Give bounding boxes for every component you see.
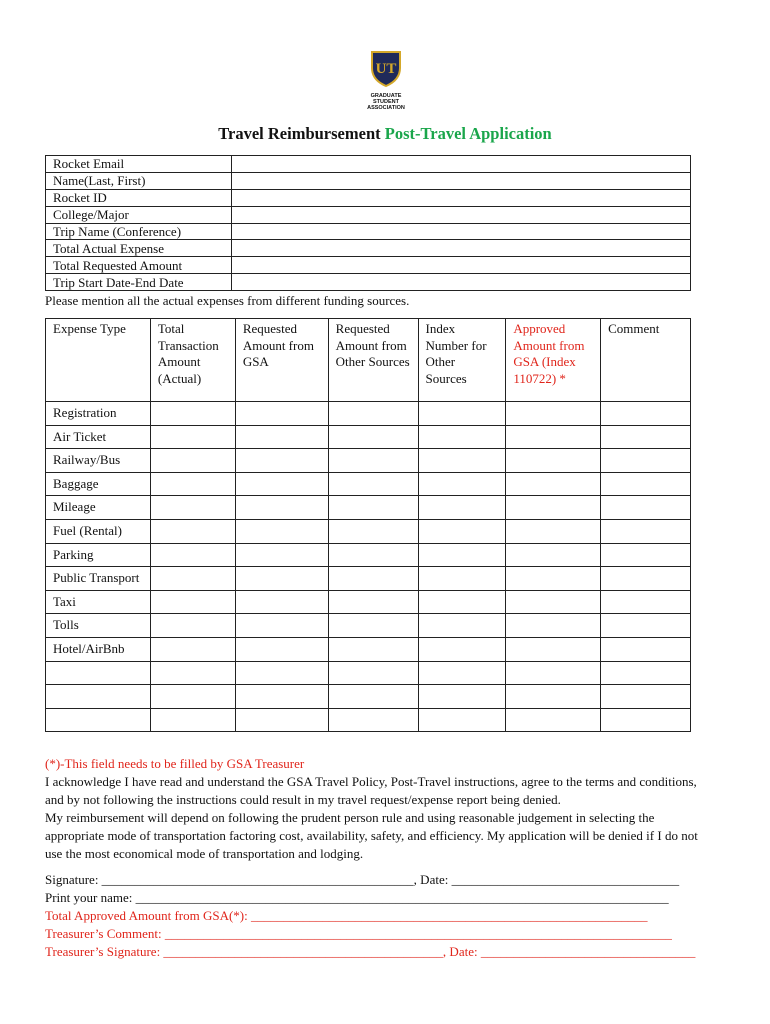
info-value-field[interactable] bbox=[232, 274, 691, 291]
acknowledge-text: I acknowledge I have read and understand the GSA Travel Policy, Post-Travel instructions, agree to the terms and conditions, and by not following the instructions could result in my travel request/expense report being denied. bbox=[45, 774, 697, 807]
expense-type-cell: Tolls bbox=[46, 614, 151, 638]
expense-entry-cell[interactable] bbox=[418, 402, 506, 426]
expense-type-cell: Parking bbox=[46, 543, 151, 567]
expense-entry-cell[interactable] bbox=[328, 708, 418, 732]
expense-entry-cell[interactable] bbox=[235, 449, 328, 473]
expense-entry-cell[interactable] bbox=[418, 496, 506, 520]
column-header: Comment bbox=[601, 319, 691, 402]
expense-entry-cell[interactable] bbox=[601, 567, 691, 591]
expense-row bbox=[46, 637, 691, 661]
expense-entry-cell[interactable] bbox=[150, 425, 235, 449]
approved-amount-line[interactable]: Total Approved Amount from GSA(*): _____________________________________________________________ bbox=[45, 908, 648, 923]
expense-entry-cell[interactable] bbox=[601, 425, 691, 449]
info-value-field[interactable] bbox=[232, 189, 691, 206]
expense-entry-cell[interactable] bbox=[418, 449, 506, 473]
expense-entry-cell[interactable] bbox=[418, 685, 506, 709]
expense-entry-cell[interactable] bbox=[506, 402, 601, 426]
expense-row bbox=[46, 496, 691, 520]
logo-line-1: GRADUATE STUDENT bbox=[370, 93, 402, 105]
expense-entry-cell[interactable] bbox=[418, 661, 506, 685]
info-value-field[interactable] bbox=[232, 206, 691, 223]
expense-entry-cell[interactable] bbox=[601, 402, 691, 426]
expense-row bbox=[46, 519, 691, 543]
expense-header-row bbox=[46, 319, 691, 402]
expense-entry-cell[interactable] bbox=[506, 472, 601, 496]
expense-entry-cell[interactable] bbox=[235, 614, 328, 638]
expense-entry-cell[interactable] bbox=[235, 590, 328, 614]
expense-entry-cell[interactable] bbox=[235, 661, 328, 685]
logo-line-2: ASSOCIATION bbox=[367, 105, 405, 111]
expense-entry-cell[interactable] bbox=[150, 637, 235, 661]
expense-entry-cell[interactable] bbox=[328, 590, 418, 614]
column-header: Requested Amount from Other Sources bbox=[328, 319, 418, 402]
expense-entry-cell[interactable] bbox=[328, 543, 418, 567]
expense-entry-cell[interactable] bbox=[601, 590, 691, 614]
expense-entry-cell[interactable] bbox=[506, 496, 601, 520]
column-header: Total Transaction Amount (Actual) bbox=[150, 319, 235, 402]
expense-entry-cell[interactable] bbox=[235, 402, 328, 426]
info-label: Rocket ID bbox=[46, 189, 232, 206]
expense-entry-cell[interactable] bbox=[506, 543, 601, 567]
expense-entry-cell[interactable] bbox=[418, 637, 506, 661]
info-label: Trip Start Date-End Date bbox=[46, 274, 232, 291]
column-header: Index Number for Other Sources bbox=[418, 319, 506, 402]
treasurer-signature-line[interactable]: Treasurer’s Signature: ___________________________________________, Date: _________________________________ bbox=[45, 944, 696, 959]
expense-row bbox=[46, 567, 691, 591]
expense-entry-cell[interactable] bbox=[150, 614, 235, 638]
expense-entry-cell[interactable] bbox=[506, 590, 601, 614]
funding-note: Please mention all the actual expenses from different funding sources. bbox=[45, 293, 410, 308]
svg-text:UT: UT bbox=[375, 61, 397, 77]
info-row bbox=[46, 223, 691, 240]
expense-row bbox=[46, 685, 691, 709]
info-label: Total Requested Amount bbox=[46, 257, 232, 274]
info-row bbox=[46, 172, 691, 189]
expense-entry-cell[interactable] bbox=[601, 661, 691, 685]
expense-row bbox=[46, 472, 691, 496]
expense-entry-cell[interactable] bbox=[235, 567, 328, 591]
expense-entry-cell[interactable] bbox=[150, 472, 235, 496]
expense-row bbox=[46, 590, 691, 614]
expense-entry-cell[interactable] bbox=[506, 425, 601, 449]
expense-type-cell: Registration bbox=[46, 402, 151, 426]
column-header: Approved Amount from GSA (Index 110722) * bbox=[506, 319, 601, 402]
treasurer-comment-line[interactable]: Treasurer’s Comment: ______________________________________________________________________________ bbox=[45, 926, 672, 941]
info-value-field[interactable] bbox=[232, 223, 691, 240]
expense-entry-cell[interactable] bbox=[328, 661, 418, 685]
info-row bbox=[46, 156, 691, 173]
reimbursement-text: My reimbursement will depend on following the prudent person rule and using reasonable judgement in selecting the appropriate mode of transportation factoring cost, availability, safety, and efficiency. My application will be denied if I do not use the most economical mode of transportation and lodging. bbox=[45, 810, 698, 861]
expense-entry-cell[interactable] bbox=[328, 685, 418, 709]
expense-entry-cell[interactable] bbox=[235, 519, 328, 543]
expense-entry-cell[interactable] bbox=[601, 708, 691, 732]
expense-entry-cell[interactable] bbox=[235, 637, 328, 661]
expense-entry-cell[interactable] bbox=[601, 614, 691, 638]
shield-icon bbox=[366, 48, 406, 88]
expense-type-cell: Hotel/AirBnb bbox=[46, 637, 151, 661]
applicant-info-table bbox=[45, 155, 691, 291]
expense-entry-cell[interactable] bbox=[235, 685, 328, 709]
expense-type-cell: Mileage bbox=[46, 496, 151, 520]
expense-type-cell: Railway/Bus bbox=[46, 449, 151, 473]
expense-type-cell bbox=[46, 661, 151, 685]
expense-entry-cell[interactable] bbox=[235, 472, 328, 496]
expense-entry-cell[interactable] bbox=[150, 685, 235, 709]
expense-entry-cell[interactable] bbox=[328, 402, 418, 426]
expense-row bbox=[46, 402, 691, 426]
info-row bbox=[46, 240, 691, 257]
info-value-field[interactable] bbox=[232, 240, 691, 257]
expense-entry-cell[interactable] bbox=[328, 496, 418, 520]
expense-entry-cell[interactable] bbox=[418, 425, 506, 449]
expense-entry-cell[interactable] bbox=[601, 519, 691, 543]
info-label: Total Actual Expense bbox=[46, 240, 232, 257]
expense-row bbox=[46, 661, 691, 685]
info-row bbox=[46, 206, 691, 223]
expense-entry-cell[interactable] bbox=[506, 567, 601, 591]
expense-entry-cell[interactable] bbox=[150, 449, 235, 473]
expense-table bbox=[45, 318, 691, 732]
expense-entry-cell[interactable] bbox=[150, 708, 235, 732]
expense-entry-cell[interactable] bbox=[328, 567, 418, 591]
title-accent: Post-Travel Application bbox=[384, 124, 552, 143]
expense-entry-cell[interactable] bbox=[328, 425, 418, 449]
expense-entry-cell[interactable] bbox=[418, 614, 506, 638]
expense-entry-cell[interactable] bbox=[418, 567, 506, 591]
expense-type-cell: Public Transport bbox=[46, 567, 151, 591]
info-label: College/Major bbox=[46, 206, 232, 223]
info-label: Rocket Email bbox=[46, 156, 232, 173]
expense-type-cell: Air Ticket bbox=[46, 425, 151, 449]
info-row bbox=[46, 189, 691, 206]
expense-entry-cell[interactable] bbox=[328, 637, 418, 661]
expense-entry-cell[interactable] bbox=[328, 449, 418, 473]
expense-row bbox=[46, 708, 691, 732]
expense-entry-cell[interactable] bbox=[506, 685, 601, 709]
expense-entry-cell[interactable] bbox=[150, 661, 235, 685]
expense-type-cell: Taxi bbox=[46, 590, 151, 614]
expense-entry-cell[interactable] bbox=[418, 590, 506, 614]
expense-entry-cell[interactable] bbox=[150, 567, 235, 591]
info-value-field[interactable] bbox=[232, 156, 691, 173]
expense-type-cell: Fuel (Rental) bbox=[46, 519, 151, 543]
column-header: Expense Type bbox=[46, 319, 151, 402]
expense-entry-cell[interactable] bbox=[328, 472, 418, 496]
title-main: Travel Reimbursement bbox=[218, 124, 385, 143]
info-value-field[interactable] bbox=[232, 257, 691, 274]
column-header: Requested Amount from GSA bbox=[235, 319, 328, 402]
expense-entry-cell[interactable] bbox=[601, 496, 691, 520]
expense-row bbox=[46, 425, 691, 449]
expense-entry-cell[interactable] bbox=[506, 637, 601, 661]
expense-entry-cell[interactable] bbox=[506, 708, 601, 732]
expense-entry-cell[interactable] bbox=[150, 590, 235, 614]
expense-row bbox=[46, 449, 691, 473]
info-row bbox=[46, 274, 691, 291]
expense-entry-cell[interactable] bbox=[328, 519, 418, 543]
expense-row bbox=[46, 614, 691, 638]
expense-entry-cell[interactable] bbox=[150, 496, 235, 520]
expense-entry-cell[interactable] bbox=[235, 425, 328, 449]
expense-entry-cell[interactable] bbox=[506, 449, 601, 473]
expense-entry-cell[interactable] bbox=[418, 543, 506, 567]
expense-type-cell bbox=[46, 708, 151, 732]
expense-entry-cell[interactable] bbox=[601, 637, 691, 661]
expense-entry-cell[interactable] bbox=[328, 614, 418, 638]
expense-entry-cell[interactable] bbox=[235, 496, 328, 520]
info-label: Name(Last, First) bbox=[46, 172, 232, 189]
info-value-field[interactable] bbox=[232, 172, 691, 189]
expense-type-cell: Baggage bbox=[46, 472, 151, 496]
expense-entry-cell[interactable] bbox=[150, 543, 235, 567]
expense-entry-cell[interactable] bbox=[235, 708, 328, 732]
expense-entry-cell[interactable] bbox=[418, 708, 506, 732]
page-title bbox=[0, 124, 770, 144]
expense-entry-cell[interactable] bbox=[601, 543, 691, 567]
expense-type-cell bbox=[46, 685, 151, 709]
expense-entry-cell[interactable] bbox=[418, 519, 506, 543]
expense-entry-cell[interactable] bbox=[506, 519, 601, 543]
expense-entry-cell[interactable] bbox=[150, 402, 235, 426]
expense-entry-cell[interactable] bbox=[506, 614, 601, 638]
expense-row bbox=[46, 543, 691, 567]
info-row bbox=[46, 257, 691, 274]
treasurer-note: (*)-This field needs to be filled by GSA Treasurer bbox=[45, 756, 305, 771]
expense-entry-cell[interactable] bbox=[418, 472, 506, 496]
info-label: Trip Name (Conference) bbox=[46, 223, 232, 240]
expense-entry-cell[interactable] bbox=[601, 449, 691, 473]
expense-entry-cell[interactable] bbox=[601, 685, 691, 709]
expense-entry-cell[interactable] bbox=[235, 543, 328, 567]
expense-entry-cell[interactable] bbox=[601, 472, 691, 496]
gsa-logo bbox=[360, 48, 412, 111]
expense-entry-cell[interactable] bbox=[506, 661, 601, 685]
expense-entry-cell[interactable] bbox=[150, 519, 235, 543]
print-name-line[interactable]: Print your name: __________________________________________________________________________________ bbox=[45, 890, 669, 905]
signature-line[interactable]: Signature: ________________________________________________, Date: ___________________________________ bbox=[45, 872, 680, 887]
